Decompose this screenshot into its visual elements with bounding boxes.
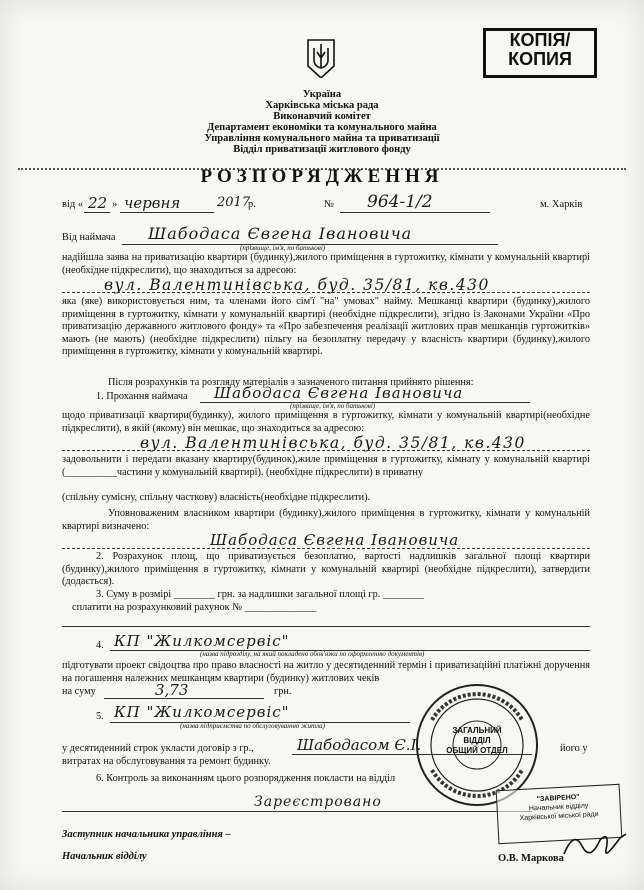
item-3-account: сплатити на розрахунковий рахунок № ______________	[72, 602, 317, 613]
header-line-committee: Виконавчий комітет	[273, 111, 371, 122]
date-mid: »	[112, 199, 118, 210]
date-month: червня	[124, 194, 181, 212]
item-1-name: Шабодаса Євгена Івановича	[214, 384, 464, 402]
paragraph-application: надійшла заява на приватизацію квартири (будинку),жилого приміщення в гуртожитку, кімнати у комунальній квартирі (необхідне підкреслити), що знаходиться за адресою:	[62, 252, 590, 276]
copy-stamp	[483, 28, 597, 78]
paragraph-expenses: витратах на обслуговування та ремонт будинку.	[62, 756, 271, 767]
header-line-council: Харківська міська рада	[265, 100, 379, 111]
tenant-caption: (прізвище, ім'я, по батькові)	[240, 244, 326, 252]
header-line-country: Україна	[302, 89, 342, 100]
paragraph-usage: яка (яке) використовується ним, та членами його сім'ї "на" умовах" найму. Мешканці квартири (будинку),жилого приміщення в гуртожитку, кімнати у комунальній квартирі (необхідне підкреслити), згідно із Законами України «Про приватизацію державного житлового фонду» та «Про забезпечення реалізації житлових прав мешканців гуртожитків» мають (не мають) (необхідне підкреслити) пільгу на безоплатну передачу у власність квартири (будинку),жилого приміщення в гуртожитку, кімнати у комунальній квартирі.	[62, 296, 590, 358]
date-prefix: від «	[62, 199, 84, 210]
copy-stamp-line2: КОПИЯ	[508, 49, 572, 69]
date-year-suffix: р.	[248, 199, 256, 210]
document-title: РОЗПОРЯДЖЕННЯ	[200, 166, 444, 187]
item-2: 2. Розрахунок площ, що приватизується безоплатно, вартості надлишків загальної площі квартири (будинку),жилого приміщення в гуртожитку, кімнати у комунальній квартирі (необхідне підкреслити), затвердити (додається).	[62, 551, 590, 588]
footer-position-1: Заступник начальника управління –	[62, 829, 231, 840]
amount-label: на суму	[62, 686, 96, 697]
item-1-label: 1. Прохання наймача	[96, 391, 188, 402]
item-4-caption: (назва підрозділу, на який покладено обов'язки по оформленню документів)	[200, 650, 425, 658]
header-line-management: Управління комунального майна та приватизації	[204, 133, 440, 144]
item-1-caption: (прізвище, ім'я, по батькові)	[290, 402, 376, 410]
round-stamp-line1: ЗАГАЛЬНИЙ	[452, 726, 502, 735]
copy-stamp-line1: КОПІЯ/	[509, 30, 571, 50]
paragraph-ownership: (спільну сумісну, спільну часткову) власність(необхідне підкреслити).	[62, 492, 371, 503]
city: м. Харків	[540, 199, 583, 210]
date-day: 22	[88, 194, 108, 212]
item-5-label: 5.	[96, 711, 104, 722]
amount-value: 3,73	[155, 681, 189, 699]
item-3: 3. Суму в розмірі ________ грн. за надлишки загальної площі гр. ________	[96, 589, 425, 600]
paragraph-owner: Уповноваженим власником квартири (будинку),жилого приміщення в гуртожитку, кімнати у комунальній квартирі визначено:	[62, 508, 590, 532]
number-label: №	[324, 199, 335, 210]
footer-position-2: Начальник відділу	[62, 851, 147, 862]
item-5-handwritten: КП "Жилкомсервіс"	[114, 703, 290, 721]
signer-name: О.В. Маркова	[498, 853, 564, 864]
round-stamp-line2: ВІДДІЛ	[463, 736, 491, 745]
round-stamp-line3: ОБЩИЙ ОТДЕЛ	[446, 746, 508, 755]
tenant-name: Шабодаса Євгена Івановича	[148, 224, 413, 243]
header-line-department: Департамент економіки та комунального майна	[207, 122, 437, 133]
paragraph-decision: Після розрахунків та розгляду матеріалів з зазначеного питання прийнято рішення:	[108, 377, 474, 388]
cert-stamp-line2: Начальник відділу	[528, 802, 589, 813]
item-5-caption: (назва підприємства по обслуговуванню житла)	[180, 722, 325, 730]
contract-pre: у десятиденний строк укласти договір з гр.,	[62, 743, 254, 754]
paragraph-privatization: щодо приватизації квартири(будинку), жилого приміщення в гуртожитку, кімнати у комунальній квартирі(необхідне підкреслити), в якій (якому) він мешкає, що знаходиться за адресою:	[62, 410, 590, 434]
tenant-label: Від наймача	[62, 232, 116, 243]
date-year: 2017	[217, 195, 251, 210]
contract-handwritten: Шабодасом Є.І.	[297, 736, 422, 754]
document-number: 964-1/2	[367, 192, 433, 212]
header-line-division: Відділ приватизації житлового фонду	[233, 144, 411, 155]
date-row	[62, 192, 602, 217]
item-4-label: 4.	[96, 640, 104, 651]
address-handwritten: вул. Валентинівська, буд. 35/81, кв.430	[104, 276, 490, 294]
owner-handwritten: Шабодаса Євгена Івановича	[210, 531, 460, 549]
amount-unit: грн.	[274, 686, 292, 697]
item-4-handwritten: КП "Жилкомсервіс"	[114, 632, 290, 650]
cert-stamp-line1: "ЗАВІРЕНО"	[536, 793, 580, 804]
address-2-handwritten: вул. Валентинівська, буд. 35/81, кв.430	[140, 434, 526, 452]
paragraph-transfer: задовольнити і передати вказану квартиру(будинок),жиле приміщення в гуртожитку, кімнату у комунальній квартирі (__________частини у комунальній квартирі). (необхідне підкреслити) в приватну	[62, 454, 590, 478]
cert-stamp-line3: Харківської міської ради	[519, 810, 599, 823]
item-6-handwritten: Зареєстровано	[254, 794, 382, 810]
contract-post: його у	[560, 743, 588, 754]
item-6: 6. Контроль за виконанням цього розпорядження покласти на відділ	[96, 773, 396, 784]
signature	[560, 826, 630, 862]
trident-emblem-icon	[306, 38, 336, 78]
paragraph-certificate: підготувати проект свідоцтва про право власності на житло у десятиденний термін і приватизаційні платіжні доручення на погашення належних мешканцям квартири (будинку) житлових чеків	[62, 660, 590, 684]
